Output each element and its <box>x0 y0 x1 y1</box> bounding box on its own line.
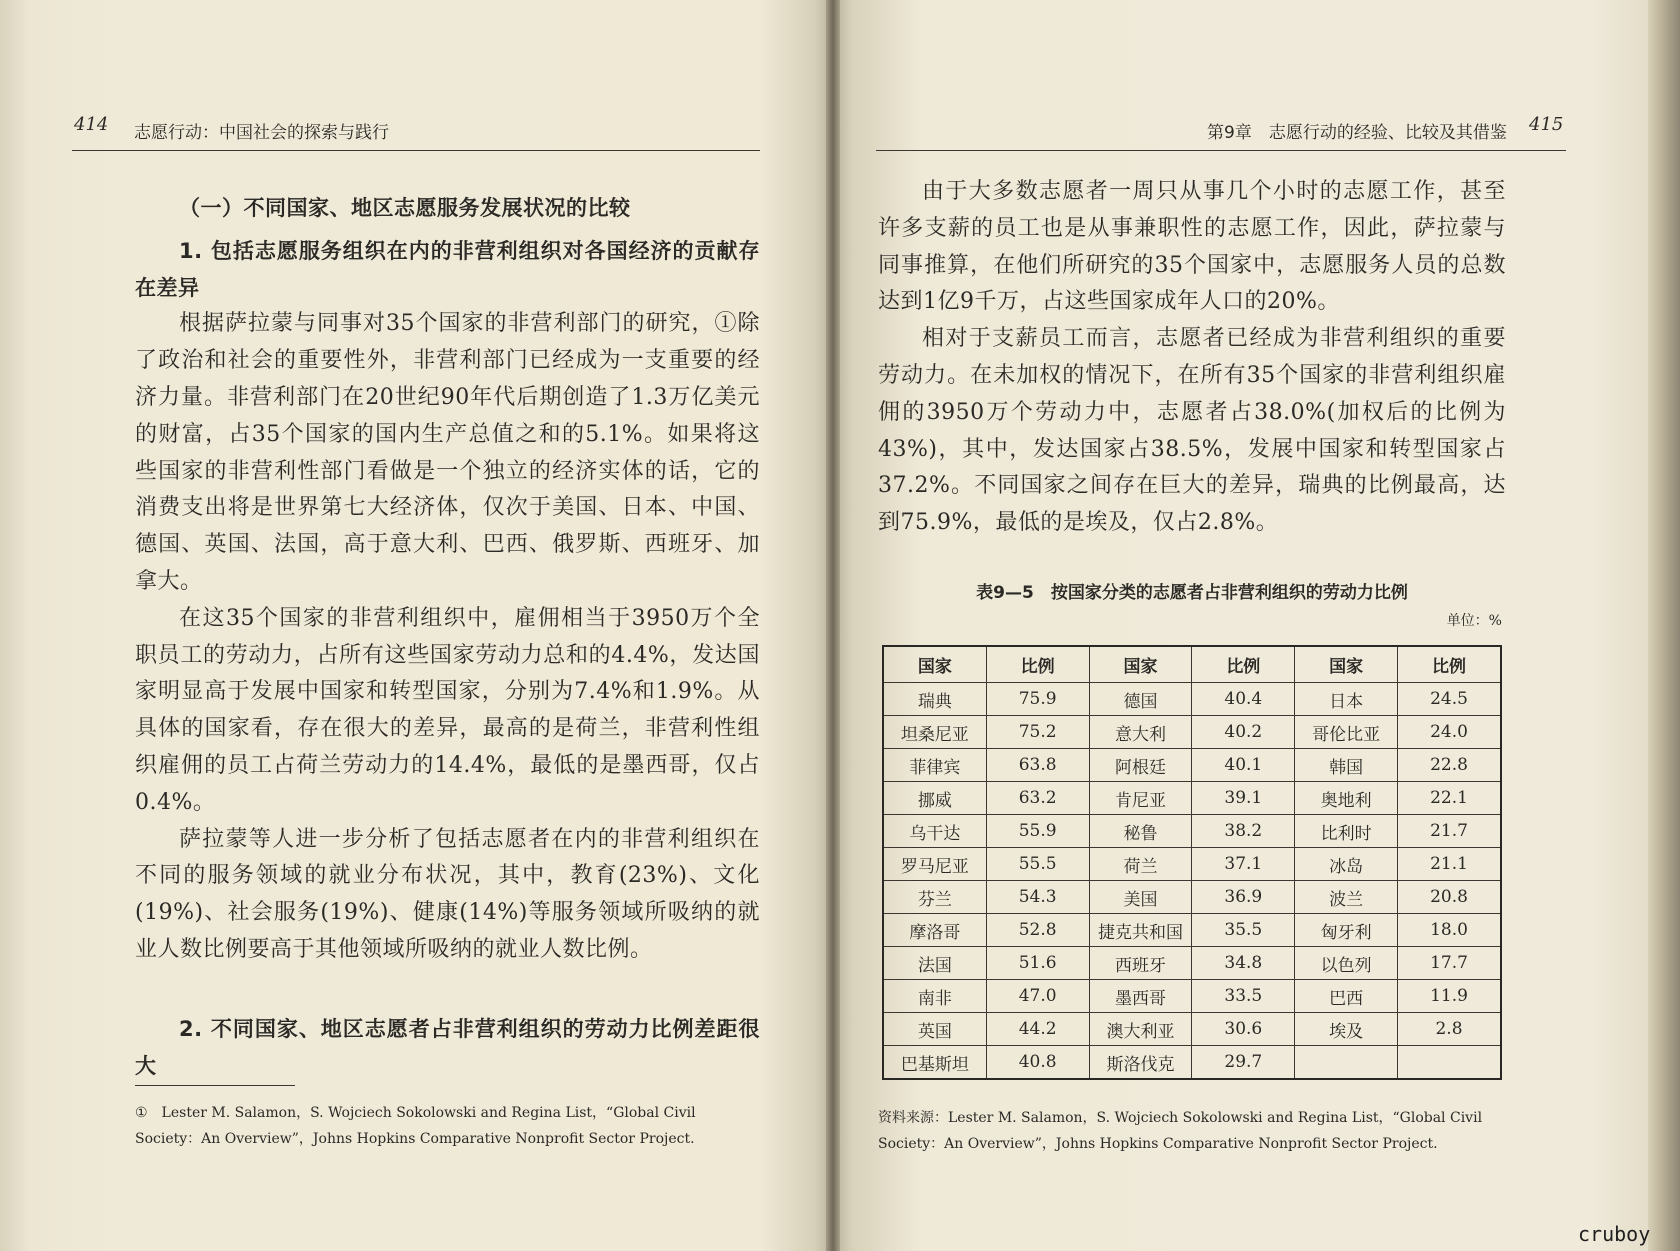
ratio-cell: 33.5 <box>1192 980 1295 1013</box>
ratio-cell: 22.8 <box>1397 749 1501 782</box>
country-cell <box>1295 1046 1398 1080</box>
table-row <box>883 1046 1501 1080</box>
header-cell: 国家 <box>1295 646 1398 683</box>
ratio-cell: 20.8 <box>1397 881 1501 914</box>
table-source: 资料来源：Lester M. Salamon，S. Wojciech Sokolowski and Regina List，“Global Civil Society：An Overview”，Johns Hopkins Comparative Nonprofit Sector Project. <box>878 1110 1483 1152</box>
volunteer-ratio-table <box>882 645 1502 1080</box>
paragraph: 萨拉蒙等人进一步分析了包括志愿者在内的非营利组织在不同的服务领域的就业分布状况，其中，教育(23%)、文化(19%)、社会服务(19%)、健康(14%)等服务领域所吸纳的就业人数比例要高于其他领域所吸纳的就业人数比例。 <box>135 826 760 962</box>
header-cell: 比例 <box>1397 646 1501 683</box>
ratio-cell: 55.5 <box>986 848 1089 881</box>
ratio-cell: 52.8 <box>986 914 1089 947</box>
country-cell: 坦桑尼亚 <box>883 716 986 749</box>
ratio-cell: 21.7 <box>1397 815 1501 848</box>
table-header-row <box>883 646 1501 683</box>
country-cell: 澳大利亚 <box>1089 1013 1192 1046</box>
ratio-cell <box>1397 1046 1501 1080</box>
country-cell: 秘鲁 <box>1089 815 1192 848</box>
country-cell: 南非 <box>883 980 986 1013</box>
ratio-cell: 55.9 <box>986 815 1089 848</box>
page-number-right: 415 <box>1529 114 1564 135</box>
running-head-right: 第9章 志愿行动的经验、比较及其借鉴 <box>1207 123 1507 143</box>
paragraph: 根据萨拉蒙与同事对35个国家的非营利部门的研究，①除了政治和社会的重要性外，非营利部门已经成为一支重要的经济力量。非营利部门在20世纪90年代后期创造了1.3万亿美元的财富，占35个国家的国内生产总值之和的5.1%。如果将这些国家的非营利性部门看做是一个独立的经济实体的话，它的消费支出将是世界第七大经济体，仅次于美国、日本、中国、德国、英国、法国，高于意大利、巴西、俄罗斯、西班牙、加拿大。 <box>135 311 760 594</box>
footnote-rule <box>135 1085 295 1086</box>
country-cell: 日本 <box>1295 683 1398 716</box>
country-cell: 比利时 <box>1295 815 1398 848</box>
country-cell: 挪威 <box>883 782 986 815</box>
country-cell: 摩洛哥 <box>883 914 986 947</box>
ratio-cell: 75.2 <box>986 716 1089 749</box>
country-cell: 墨西哥 <box>1089 980 1192 1013</box>
ratio-cell: 40.1 <box>1192 749 1295 782</box>
left-body <box>135 190 760 1084</box>
ratio-cell: 40.8 <box>986 1046 1089 1080</box>
book-gutter <box>826 0 840 1251</box>
ratio-cell: 63.8 <box>986 749 1089 782</box>
header-cell: 比例 <box>1192 646 1295 683</box>
ratio-cell: 39.1 <box>1192 782 1295 815</box>
table-row <box>883 914 1501 947</box>
table-row <box>883 947 1501 980</box>
ratio-cell: 24.5 <box>1397 683 1501 716</box>
ratio-cell: 44.2 <box>986 1013 1089 1046</box>
header-cell: 国家 <box>1089 646 1192 683</box>
country-cell: 菲律宾 <box>883 749 986 782</box>
right-body <box>878 174 1506 542</box>
country-cell: 波兰 <box>1295 881 1398 914</box>
country-cell: 阿根廷 <box>1089 749 1192 782</box>
country-cell: 芬兰 <box>883 881 986 914</box>
country-cell: 乌干达 <box>883 815 986 848</box>
country-cell: 英国 <box>883 1013 986 1046</box>
table-row <box>883 716 1501 749</box>
country-cell: 罗马尼亚 <box>883 848 986 881</box>
footnote: ① Lester M. Salamon，S. Wojciech Sokolowski and Regina List，“Global Civil Society：An Overview”，Johns Hopkins Comparative Nonprofit Sector Project. <box>135 1105 696 1147</box>
country-cell: 冰岛 <box>1295 848 1398 881</box>
subheading-1: 1. 包括志愿服务组织在内的非营利组织对各国经济的贡献存在差异 <box>135 238 760 300</box>
watermark: cruboy <box>1578 1222 1651 1246</box>
country-cell: 哥伦比亚 <box>1295 716 1398 749</box>
country-cell: 韩国 <box>1295 749 1398 782</box>
country-cell: 匈牙利 <box>1295 914 1398 947</box>
header-cell: 比例 <box>986 646 1089 683</box>
table-row <box>883 683 1501 716</box>
country-cell: 美国 <box>1089 881 1192 914</box>
country-cell: 埃及 <box>1295 1013 1398 1046</box>
country-cell: 瑞典 <box>883 683 986 716</box>
ratio-cell: 34.8 <box>1192 947 1295 980</box>
ratio-cell: 63.2 <box>986 782 1089 815</box>
running-head-left: 志愿行动：中国社会的探索与践行 <box>134 123 389 143</box>
ratio-cell: 21.1 <box>1397 848 1501 881</box>
ratio-cell: 75.9 <box>986 683 1089 716</box>
country-cell: 德国 <box>1089 683 1192 716</box>
ratio-cell: 18.0 <box>1397 914 1501 947</box>
ratio-cell: 11.9 <box>1397 980 1501 1013</box>
ratio-cell: 36.9 <box>1192 881 1295 914</box>
subheading-2: 2. 不同国家、地区志愿者占非营利组织的劳动力比例差距很大 <box>135 1016 760 1078</box>
table-row <box>883 881 1501 914</box>
ratio-cell: 51.6 <box>986 947 1089 980</box>
ratio-cell: 17.7 <box>1397 947 1501 980</box>
page-number-left: 414 <box>74 114 109 135</box>
table-row <box>883 848 1501 881</box>
country-cell: 西班牙 <box>1089 947 1192 980</box>
country-cell: 奥地利 <box>1295 782 1398 815</box>
page-edge <box>1648 0 1680 1251</box>
left-page <box>0 0 832 1251</box>
table-row <box>883 749 1501 782</box>
table-title: 表9—5 按国家分类的志愿者占非营利组织的劳动力比例 <box>976 583 1408 603</box>
ratio-cell: 47.0 <box>986 980 1089 1013</box>
ratio-cell: 40.4 <box>1192 683 1295 716</box>
ratio-cell: 24.0 <box>1397 716 1501 749</box>
ratio-cell: 2.8 <box>1397 1013 1501 1046</box>
ratio-cell: 35.5 <box>1192 914 1295 947</box>
paragraph: 相对于支薪员工而言，志愿者已经成为非营利组织的重要劳动力。在未加权的情况下，在所有35个国家的非营利组织雇佣的3950万个劳动力中，志愿者占38.0%(加权后的比例为43%)，其中，发达国家占38.5%，发展中国家和转型国家占37.2%。不同国家之间存在巨大的差异，瑞典的比例最高，达到75.9%，最低的是埃及，仅占2.8%。 <box>878 326 1506 536</box>
ratio-cell: 37.1 <box>1192 848 1295 881</box>
ratio-cell: 38.2 <box>1192 815 1295 848</box>
header-rule-left <box>72 150 760 151</box>
country-cell: 巴西 <box>1295 980 1398 1013</box>
header-rule-right <box>876 150 1566 151</box>
country-cell: 肯尼亚 <box>1089 782 1192 815</box>
ratio-cell: 30.6 <box>1192 1013 1295 1046</box>
header-cell: 国家 <box>883 646 986 683</box>
section-heading: （一）不同国家、地区志愿服务发展状况的比较 <box>179 196 631 220</box>
country-cell: 捷克共和国 <box>1089 914 1192 947</box>
country-cell: 巴基斯坦 <box>883 1046 986 1080</box>
ratio-cell: 22.1 <box>1397 782 1501 815</box>
country-cell: 意大利 <box>1089 716 1192 749</box>
ratio-cell: 40.2 <box>1192 716 1295 749</box>
ratio-cell: 54.3 <box>986 881 1089 914</box>
country-cell: 荷兰 <box>1089 848 1192 881</box>
country-cell: 以色列 <box>1295 947 1398 980</box>
table-row <box>883 782 1501 815</box>
country-cell: 法国 <box>883 947 986 980</box>
table-row <box>883 1013 1501 1046</box>
table-row <box>883 815 1501 848</box>
table-row <box>883 980 1501 1013</box>
ratio-cell: 29.7 <box>1192 1046 1295 1080</box>
paragraph: 由于大多数志愿者一周只从事几个小时的志愿工作，甚至许多支薪的员工也是从事兼职性的志愿工作，因此，萨拉蒙与同事推算，在他们所研究的35个国家中，志愿服务人员的总数达到1亿9千万，占这些国家成年人口的20%。 <box>878 179 1506 315</box>
table-unit: 单位：% <box>1446 613 1502 629</box>
country-cell: 斯洛伐克 <box>1089 1046 1192 1080</box>
paragraph: 在这35个国家的非营利组织中，雇佣相当于3950万个全职员工的劳动力，占所有这些国家劳动力总和的4.4%，发达国家明显高于发展中国家和转型国家，分别为7.4%和1.9%。从具体的国家看，存在很大的差异，最高的是荷兰，非营利性组织雇佣的员工占荷兰劳动力的14.4%，最低的是墨西哥，仅占0.4%。 <box>135 605 760 815</box>
